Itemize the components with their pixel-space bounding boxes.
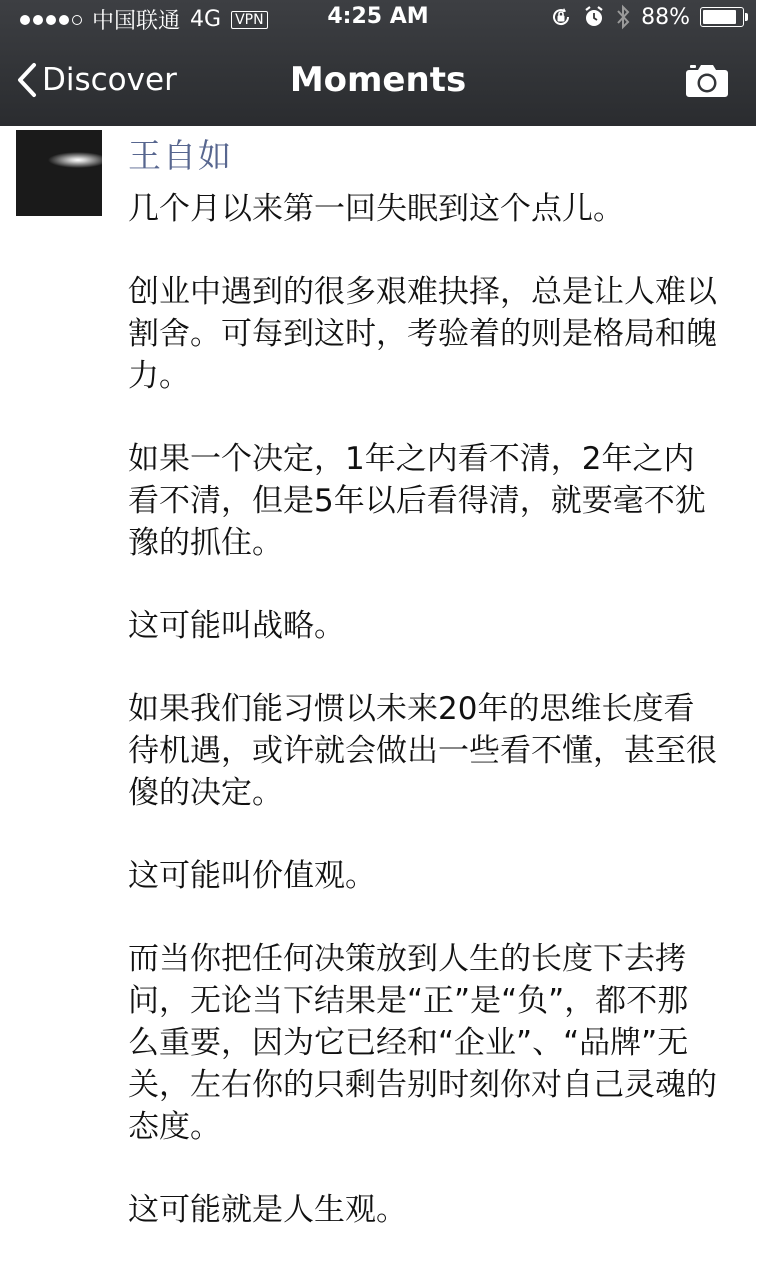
post-paragraph: 而当你把任何决策放到人生的长度下去拷问，无论当下结果是“正”是“负”，都不那么重要，因为它已经和“企业”、“品牌”无关，左右你的只剩告别时刻你对自己灵魂的态度。 [128,941,717,1145]
top-header [0,0,756,126]
post-paragraph: 这可能叫价值观。 [128,858,376,894]
post-paragraph: 这可能叫战略。 [128,608,345,644]
vpn-badge: VPN [231,11,268,29]
carrier-label: 中国联通 [92,9,181,34]
camera-icon [684,62,730,100]
battery-fill [703,10,736,24]
right-margin [756,0,780,1248]
camera-button[interactable] [684,62,730,104]
status-right [549,4,744,30]
battery-icon [700,7,744,27]
status-bar [0,0,756,38]
page-title: Moments [289,60,467,100]
author-name[interactable]: 王自如 [128,136,233,175]
back-label: Discover [42,62,177,98]
post-paragraph: 如果一个决定，1年之内看不清，2年之内看不清，但是5年以后看得清，就要毫不犹豫的抓住。 [128,441,706,561]
orientation-lock-icon [549,5,573,29]
alarm-icon [583,5,605,29]
post-paragraph: 这可能就是人生观。 [128,1192,407,1228]
post-paragraph: 创业中遇到的很多艰难抉择，总是让人难以割舍。可每到这时，考验着的则是格局和魄力。 [128,274,717,394]
nav-bar [0,44,756,120]
post-paragraph: 如果我们能习惯以未来20年的思维长度看待机遇，或许就会做出一些看不懂，甚至很傻的决定。 [128,691,717,811]
network-label: 4G [190,7,222,32]
status-time: 4:25 AM [327,4,429,29]
moment-post [0,126,756,1248]
post-content [128,188,718,1272]
post-paragraph: 几个月以来第一回失眠到这个点儿。 [128,191,624,227]
bluetooth-icon [615,4,631,30]
battery-percent: 88% [641,4,690,30]
avatar[interactable] [16,130,102,216]
